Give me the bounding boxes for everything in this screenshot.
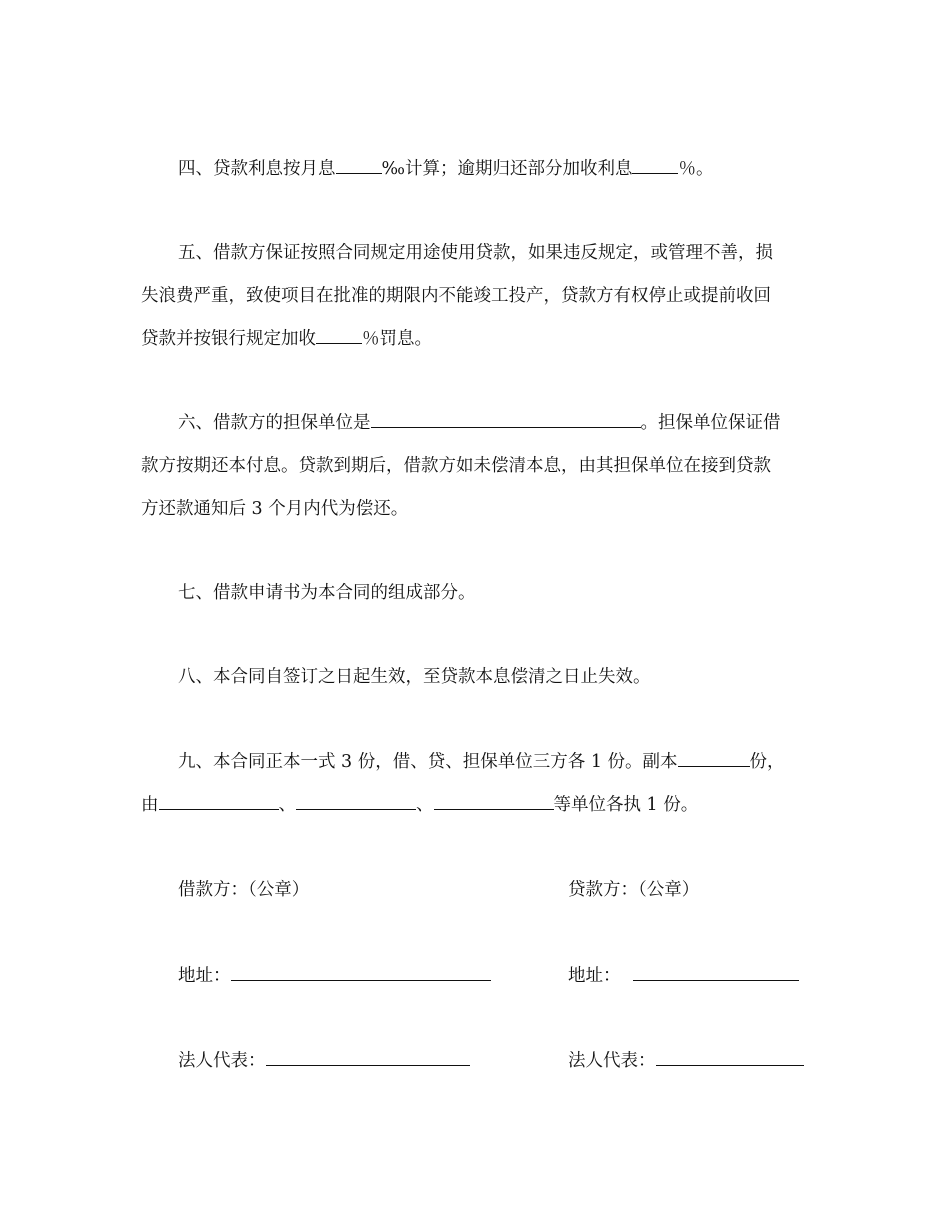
lender-representative (568, 1049, 804, 1073)
clause-4-suffix: ％。 (678, 159, 714, 179)
penalty-rate-blank (316, 327, 362, 344)
clause-6-line-3: 方还款通知后 3 个月内代为偿还。 (141, 499, 409, 519)
borrower-rep-label: 法人代表： (178, 1051, 266, 1071)
clause-4-mid: ‰计算；逾期归还部分加收利息 (381, 159, 633, 179)
clause-6-line-1 (178, 411, 781, 435)
clause-9-line-2-start: 由 (141, 795, 159, 815)
clause-4-prefix: 四、贷款利息按月息 (178, 159, 336, 179)
borrower-address-label: 地址： (178, 966, 231, 986)
clause-5-line-3-suffix: ％罚息。 (362, 329, 432, 349)
lender-seal-label: 贷款方：（公章） (568, 880, 700, 900)
lender-address (568, 964, 799, 988)
lender-rep-label: 法人代表： (568, 1051, 656, 1071)
clause-9-line-1-prefix: 九、本合同正本一式 3 份，借、贷、担保单位三方各 1 份。副本 (178, 752, 678, 772)
clause-9-line-2-end: 等单位各执 1 份。 (553, 795, 699, 815)
holder-2-blank (296, 793, 416, 810)
holder-1-blank (159, 793, 279, 810)
clause-5-line-3-prefix: 贷款并按银行规定加收 (141, 329, 316, 349)
overdue-interest-blank (632, 157, 678, 174)
copies-count-blank (678, 750, 750, 767)
clause-6-line-1-prefix: 六、借款方的担保单位是 (178, 413, 371, 433)
clause-9-line-1-suffix: 份， (749, 752, 785, 772)
clause-7: 七、借款申请书为本合同的组成部分。 (178, 583, 476, 603)
borrower-rep-blank (266, 1049, 470, 1066)
borrower-seal-label: 借款方：（公章） (178, 880, 310, 900)
clause-6-line-2: 款方按期还本付息。贷款到期后，借款方如未偿清本息，由其担保单位在接到贷款 (141, 456, 771, 476)
monthly-interest-blank (336, 157, 382, 174)
clause-6-line-1-suffix: 。担保单位保证借 (640, 413, 781, 433)
separator-2: 、 (416, 795, 434, 815)
clause-5-line-2: 失浪费严重，致使项目在批准的期限内不能竣工投产，贷款方有权停止或提前收回 (141, 286, 771, 306)
clause-5-line-1: 五、借款方保证按照合同规定用途使用贷款，如果违反规定，或管理不善，损 (178, 243, 773, 263)
clause-9-line-1 (178, 750, 785, 774)
borrower-representative (178, 1049, 470, 1073)
lender-rep-blank (656, 1049, 804, 1066)
clause-8: 八、本合同自签订之日起生效，至贷款本息偿清之日止失效。 (178, 667, 651, 687)
clause-4 (178, 157, 713, 181)
holder-3-blank (434, 793, 554, 810)
separator-1: 、 (278, 795, 296, 815)
clause-5-line-3 (141, 327, 432, 351)
lender-address-blank (633, 964, 799, 981)
clause-9-line-2 (141, 793, 698, 817)
borrower-address (178, 964, 491, 988)
guarantor-name-blank (371, 411, 641, 428)
borrower-address-blank (231, 964, 491, 981)
lender-address-label: 地址： (568, 966, 621, 986)
